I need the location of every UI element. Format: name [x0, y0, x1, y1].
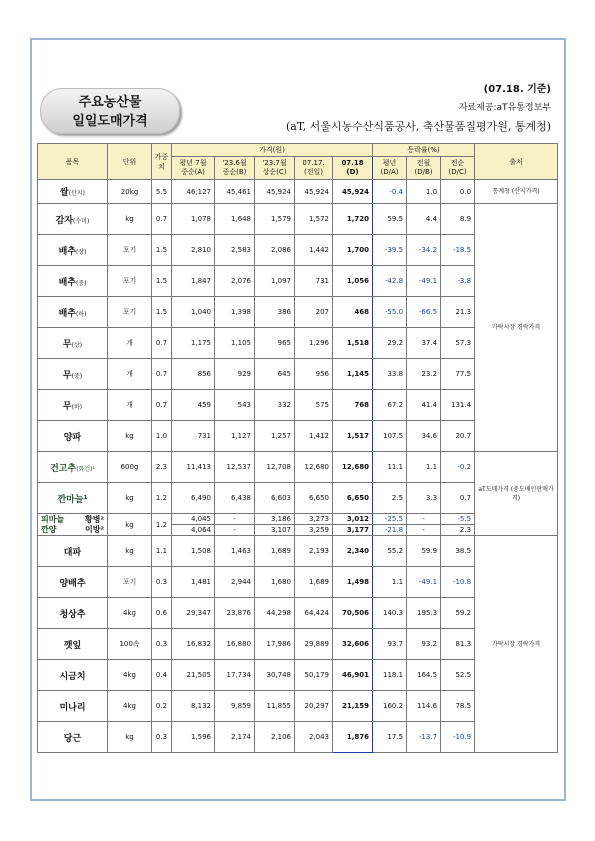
- source-note-2: 가락시장 경락가격: [475, 204, 558, 452]
- table-row: 건고추(화건)¹ 600g 2.3 11,413 12,537 12,708 12,680 12,680 11.1 1.1 -0.2 aT도매가격 (중도매인판매가격): [38, 452, 558, 483]
- table-row: 시금치 4kg 0.4 21,505 17,734 30,748 50,179 46,901 118.1 164.5 52.5: [38, 660, 558, 691]
- col-rate-group: 등락률(%): [373, 144, 475, 157]
- source-note-3: aT도매가격 (중도매인판매가격): [475, 452, 558, 536]
- table-row: 무(하) 개 0.7 459 543 332 575 768 67.2 41.4 131.4: [38, 390, 558, 421]
- table-row: 쌀(산지) 20kg 5.5 46,127 45,461 45,924 45,924 45,924 -0.4 1.0 0.0 통계청 (산지가격): [38, 180, 558, 204]
- table-row: 미나리 4kg 0.2 8,132 9,859 11,855 20,297 21,159 160.2 114.6 78.5: [38, 691, 558, 722]
- col-price-group: 가격(원): [172, 144, 373, 157]
- table-row: 깻잎 100속 0.3 16,832 16,880 17,986 29,889 32,606 93.7 93.2 81.3: [38, 629, 558, 660]
- col-p1: 평년 7월 중순(A): [172, 157, 215, 180]
- col-p2: '23.6월 중순(B): [215, 157, 255, 180]
- title-badge: [40, 88, 180, 134]
- title-line1: 주요농산물: [78, 95, 142, 110]
- data-source: 자료제공:aT유통정보부: [458, 103, 551, 113]
- table-row: 대파 kg 1.1 1,508 1,463 1,689 2,193 2,340 55.2 59.9 38.5 가락시장 경락가격: [38, 536, 558, 567]
- table-row: 깐마늘¹ kg 1.2 6,490 6,438 6,603 6,650 6,650 2.5 3.3 0.7: [38, 483, 558, 514]
- title-line2: 일일도매가격: [72, 114, 148, 129]
- col-p5: 07.18 (D): [333, 157, 373, 180]
- table-row: 청상추 4kg 0.6 29,347 23,876 44,298 64,424 70,506 140.3 195.3 59.2: [38, 598, 558, 629]
- col-weight: 가중치: [152, 144, 172, 180]
- col-item: 품목: [38, 144, 108, 180]
- col-r2: 전월 (D/B): [407, 157, 441, 180]
- price-table: [37, 143, 558, 753]
- col-p4: 07.17. (전일): [295, 157, 333, 180]
- table-row: 배추(중) 포기 1.5 1,847 2,076 1,097 731 1,056 -42.8 -49.1 -3.8: [38, 266, 558, 297]
- source-note-4: 가락시장 경락가격: [475, 536, 558, 753]
- col-r1: 평년 (D/A): [373, 157, 407, 180]
- source-note-1: 통계청 (산지가격): [475, 180, 558, 204]
- basis-date: (07.18. 기준): [483, 84, 551, 95]
- table-row: 배추(상) 포기 1.5 2,810 2,583 2,086 1,442 1,700 -39.5 -34.2 -18.5: [38, 235, 558, 266]
- table-row: 무(상) 개 0.7 1,175 1,105 965 1,296 1,518 29.2 37.4 57.3: [38, 328, 558, 359]
- table-row: 감자(수미) kg 0.7 1,078 1,648 1,579 1,572 1,720 59.5 4.4 8.9 가락시장 경락가격: [38, 204, 558, 235]
- col-source: 출처: [475, 144, 558, 180]
- col-p3: '23.7월 상순(C): [255, 157, 295, 180]
- data-orgs: (aT, 서울시농수산식품공사, 축산물품질평가원, 통계청): [286, 120, 551, 133]
- table-row: 배추(하) 포기 1.5 1,040 1,398 386 207 468 -55.0 -66.5 21.3: [38, 297, 558, 328]
- col-unit: 단위: [108, 144, 152, 180]
- table-row: 양파 kg 1.0 731 1,127 1,257 1,412 1,517 107.5 34.6 20.7: [38, 421, 558, 452]
- table-row: 무(중) 개 0.7 856 929 645 956 1,145 33.8 23.2 77.5: [38, 359, 558, 390]
- table-row: 4,064 - 3,107 3,259 3,177 -21.8 - 2.3: [38, 525, 558, 536]
- table-row: 양배추 포기 0.3 1,481 2,944 1,680 1,689 1,498 1.1 -49.1 -10.8: [38, 567, 558, 598]
- table-row: 당근 kg 0.3 1,596 2,174 2,106 2,043 1,876 17.5 -13.7 -10.9: [38, 722, 558, 753]
- col-r3: 전순 (D/C): [441, 157, 475, 180]
- garlic-onion-label: 피마늘 깐양 황병² 이방²: [38, 514, 108, 536]
- table-row: 피마늘 깐양 황병² 이방² kg 1.2 4,045 - 3,186 3,273 3,012 -25.5 - -5.5: [38, 514, 558, 525]
